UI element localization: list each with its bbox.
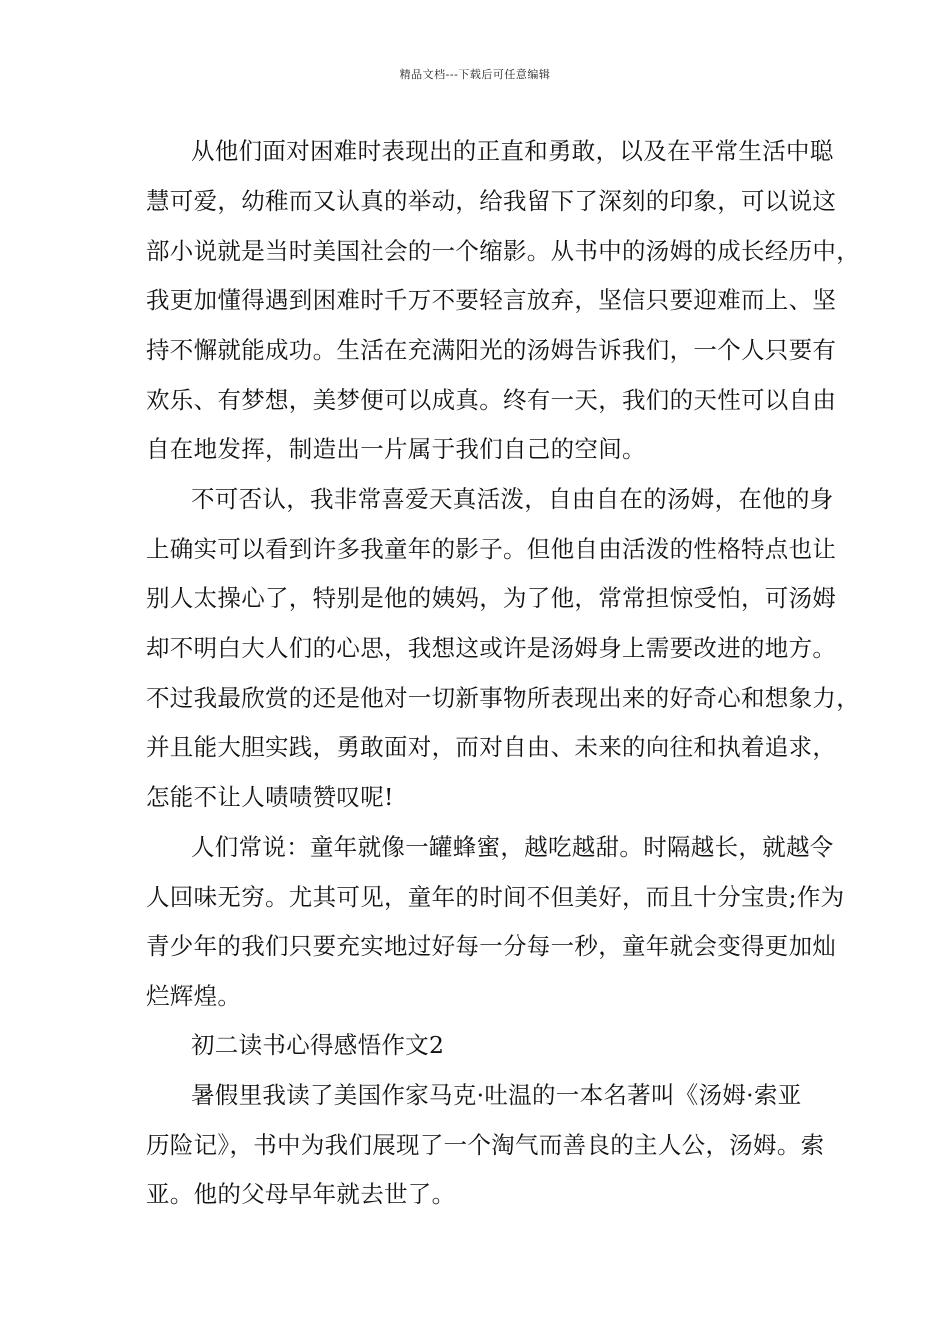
text-line: 暑假里我读了美国作家马克·吐温的一本名著叫《汤姆·索亚: [191, 1081, 802, 1109]
text-line: 并且能大胆实践，勇敢面对，而对自由、未来的向往和执着追求，: [146, 733, 837, 761]
text-line: 人们常说：童年就像一罐蜂蜜，越吃越甜。时隔越长，就越令: [191, 833, 834, 861]
text-line: 怎能不让人啧啧赞叹呢!: [146, 783, 394, 811]
text-line: 人回味无穷。尤其可见，童年的时间不但美好，而且十分宝贵;作为: [146, 883, 845, 911]
text-line: 部小说就是当时美国社会的一个缩影。从书中的汤姆的成长经历中，: [146, 237, 860, 265]
text-line: 慧可爱，幼稚而又认真的举动，给我留下了深刻的印象，可以说这: [146, 187, 837, 215]
text-line: 亚。他的父母早年就去世了。: [146, 1180, 456, 1208]
text-line: 青少年的我们只要充实地过好每一分每一秒，童年就会变得更加灿: [146, 932, 837, 960]
text-line: 我更加懂得遇到困难时千万不要轻言放弃，坚信只要迎难而上、坚: [146, 286, 837, 314]
page-header: 精品文档---下载后可任意编辑: [399, 68, 551, 81]
section-heading: 初二读书心得感悟作文2: [191, 1031, 445, 1059]
text-line: 不可否认，我非常喜爱天真活泼，自由自在的汤姆，在他的身: [191, 485, 834, 513]
text-line: 别人太操心了，特别是他的姨妈，为了他，常常担惊受怕，可汤姆: [146, 584, 837, 612]
text-line: 却不明白大人们的心思，我想这或许是汤姆身上需要改进的地方。: [146, 634, 837, 662]
text-line: 历险记》，书中为我们展现了一个淘气而善良的主人公，汤姆。索: [146, 1131, 825, 1159]
text-line: 自在地发挥，制造出一片属于我们自己的空间。: [146, 435, 646, 463]
text-line: 不过我最欣赏的还是他对一切新事物所表现出来的好奇心和想象力，: [146, 684, 860, 712]
text-line: 欢乐、有梦想，美梦便可以成真。终有一天，我们的天性可以自由: [146, 386, 837, 414]
text-line: 上确实可以看到许多我童年的影子。但他自由活泼的性格特点也让: [146, 535, 837, 563]
text-line: 烂辉煌。: [146, 982, 242, 1010]
text-line: 从他们面对困难时表现出的正直和勇敢，以及在平常生活中聪: [191, 137, 834, 165]
text-line: 持不懈就能成功。生活在充满阳光的汤姆告诉我们，一个人只要有: [146, 336, 837, 364]
